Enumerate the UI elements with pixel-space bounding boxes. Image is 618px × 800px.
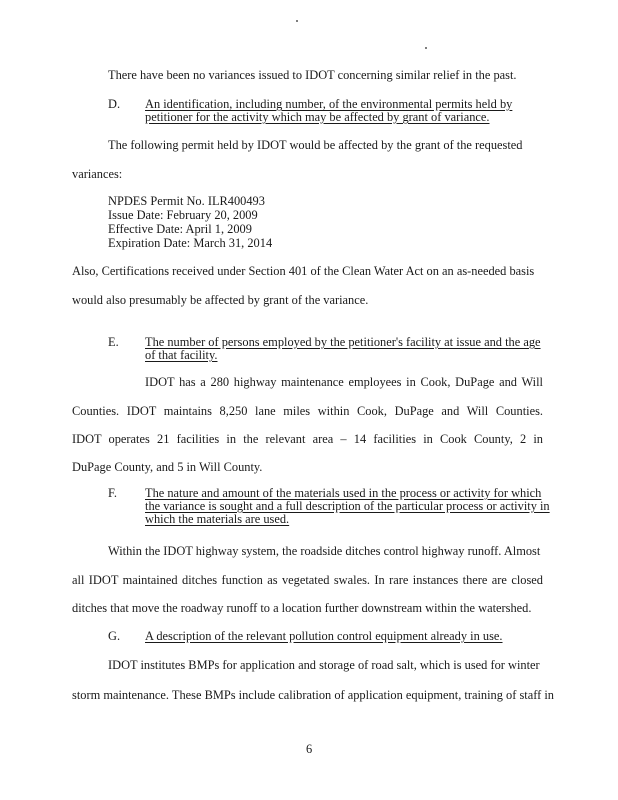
- section-d-letter: D.: [108, 97, 121, 111]
- section-f-heading-line: which the materials are used.: [145, 512, 290, 526]
- section-d-paragraph-line: The following permit held by IDOT would be affected by the grant of the requested: [108, 138, 523, 152]
- section-e-heading-line: of that facility.: [145, 348, 218, 362]
- section-e-paragraph-line: IDOT operates 21 facilities in the relevant area – 14 facilities in Cook County, 2 in: [72, 432, 543, 446]
- section-d-also-line: Also, Certifications received under Section 401 of the Clean Water Act on an as-needed basis: [72, 264, 535, 278]
- section-e-paragraph-line: IDOT has a 280 highway maintenance employees in Cook, DuPage and Will: [145, 375, 543, 389]
- section-d-heading-line: petitioner for the activity which may be affected by grant of variance.: [145, 110, 490, 124]
- scan-speck: [425, 47, 427, 49]
- scan-speck: [296, 20, 298, 22]
- section-g-letter: G.: [108, 629, 121, 643]
- section-f-paragraph-line: all IDOT maintained ditches function as vegetated swales. In rare instances there are closed: [72, 573, 543, 587]
- intro-line: There have been no variances issued to IDOT concerning similar relief in the past.: [108, 68, 517, 82]
- permit-expiration-date: Expiration Date: March 31, 2014: [108, 236, 273, 250]
- permit-issue-date: Issue Date: February 20, 2009: [108, 208, 258, 222]
- section-f-heading-line: The nature and amount of the materials used in the process or activity for which: [145, 486, 542, 500]
- permit-number: NPDES Permit No. ILR400493: [108, 194, 265, 208]
- section-g-paragraph-line: IDOT institutes BMPs for application and storage of road salt, which is used for winter: [108, 658, 540, 672]
- section-e-letter: E.: [108, 335, 119, 349]
- section-g-paragraph-line: storm maintenance. These BMPs include calibration of application equipment, training of staff in: [72, 688, 554, 702]
- section-e-heading-line: The number of persons employed by the petitioner's facility at issue and the age: [145, 335, 541, 349]
- section-f-letter: F.: [108, 486, 117, 500]
- section-f-heading-line: the variance is sought and a full description of the particular process or activity in: [145, 499, 550, 513]
- page-number: 6: [306, 742, 313, 756]
- section-g-heading: A description of the relevant pollution control equipment already in use.: [145, 629, 503, 643]
- section-f-paragraph-line: ditches that move the roadway runoff to a location further downstream within the watershed.: [72, 601, 532, 615]
- section-e-paragraph-line: Counties. IDOT maintains 8,250 lane miles within Cook, DuPage and Will Counties.: [72, 404, 543, 418]
- section-d-also-line: would also presumably be affected by grant of the variance.: [72, 293, 369, 307]
- section-d-paragraph-line: variances:: [72, 167, 123, 181]
- section-d-heading-line: An identification, including number, of the environmental permits held by: [145, 97, 513, 111]
- permit-effective-date: Effective Date: April 1, 2009: [108, 222, 252, 236]
- section-f-paragraph-line: Within the IDOT highway system, the roadside ditches control highway runoff. Almost: [108, 544, 541, 558]
- section-e-paragraph-line: DuPage County, and 5 in Will County.: [72, 460, 263, 474]
